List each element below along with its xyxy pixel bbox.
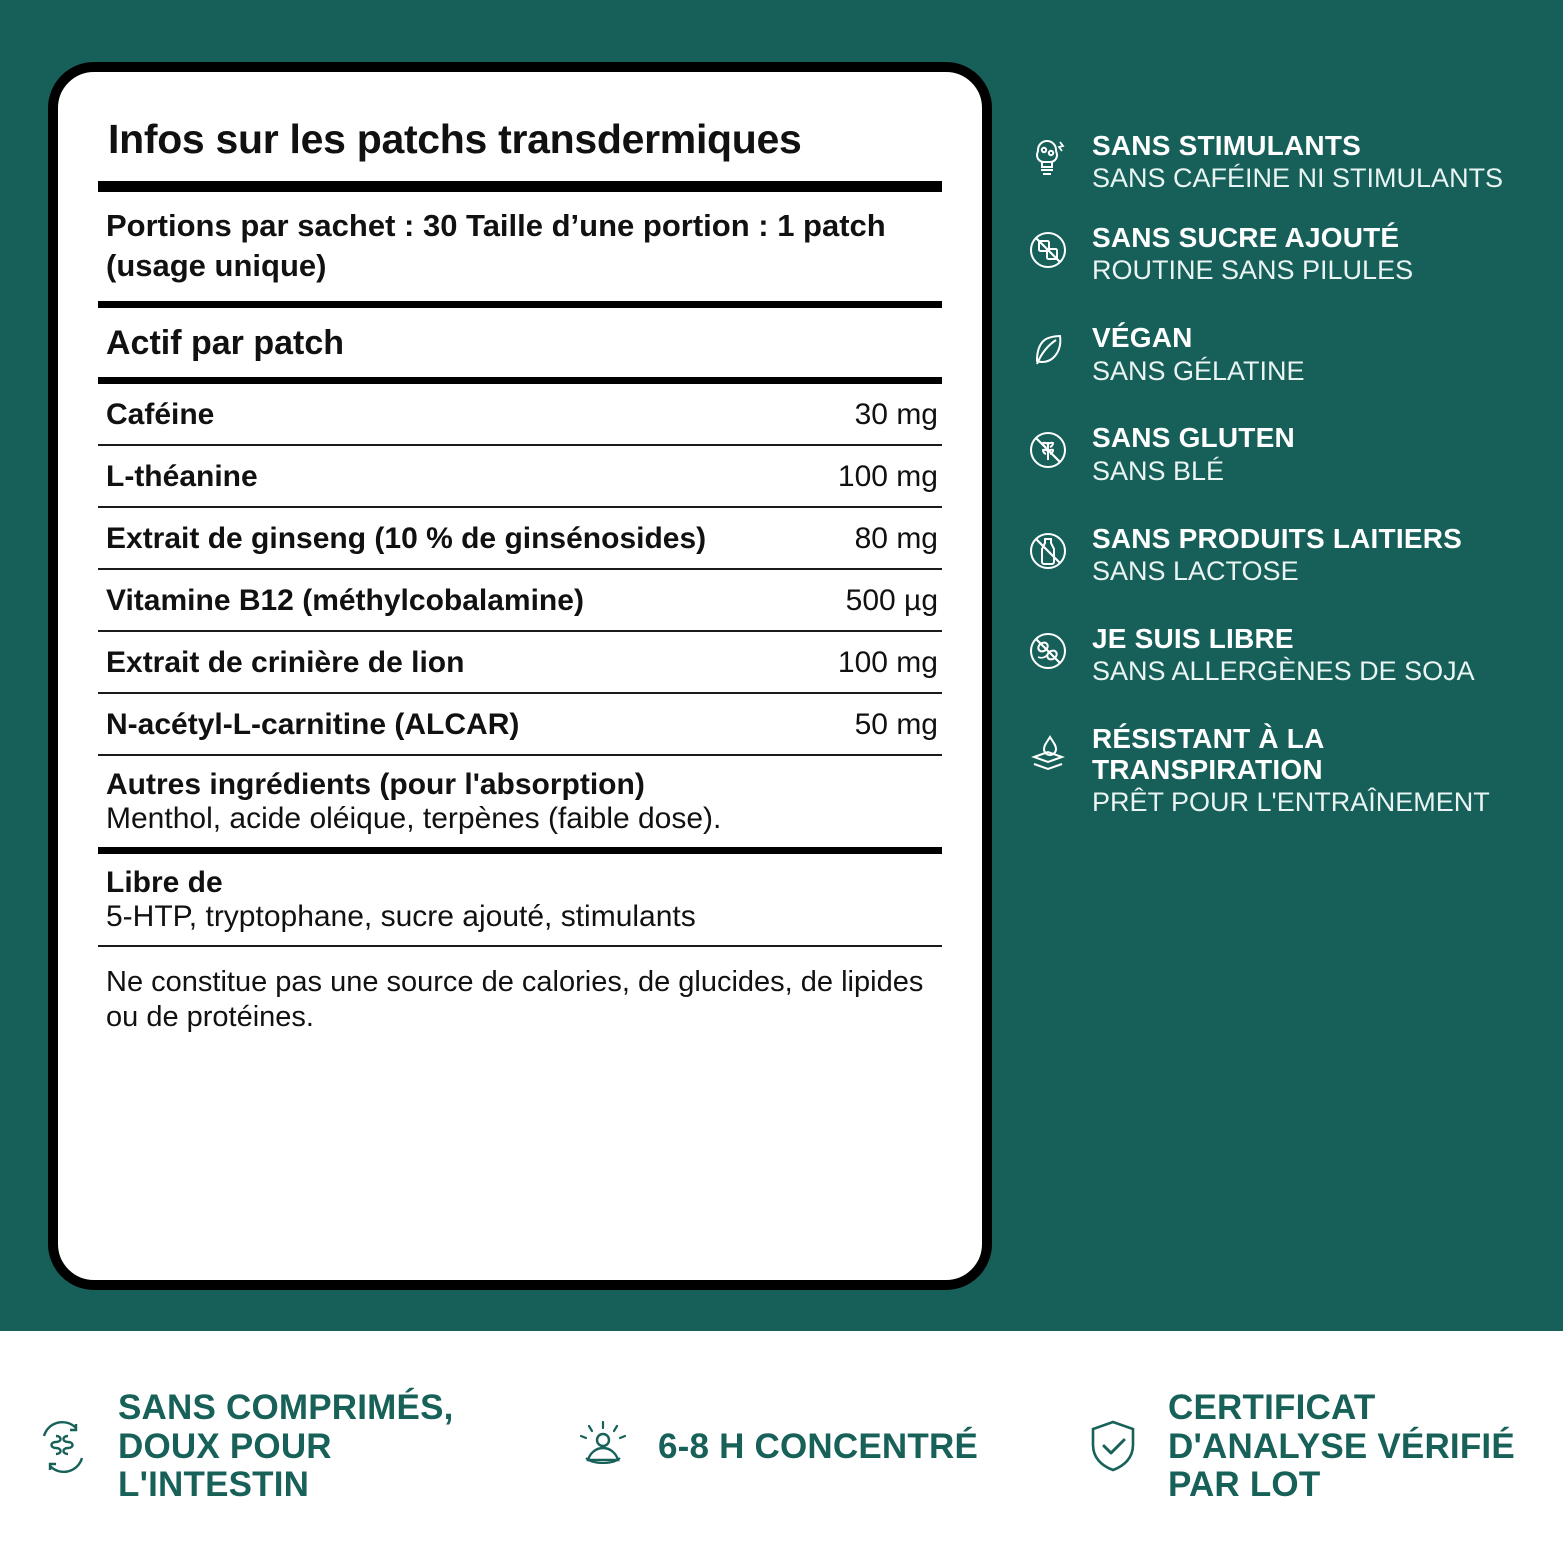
benefit-title: RÉSISTANT À LA TRANSPIRATION: [1092, 722, 1324, 786]
leaf-vegan-icon: [1020, 322, 1076, 378]
benefit-title: SANS STIMULANTS: [1092, 130, 1361, 161]
gut-friendly-icon: [26, 1410, 100, 1484]
table-row: [98, 384, 942, 444]
table-row: [98, 570, 942, 630]
benefits-list: [1020, 128, 1540, 844]
list-item: [1020, 320, 1540, 386]
benefit-subtitle: SANS CAFÉINE NI STIMULANTS: [1092, 163, 1504, 194]
bottom-feature-label: SANS COMPRIMÉS, DOUX POUR L'INTESTIN: [118, 1388, 454, 1505]
no-dairy-bottle-icon: [1020, 523, 1076, 579]
list-item: [1020, 220, 1540, 286]
bottom-feature-focus: [566, 1410, 1006, 1484]
supplement-facts-card: [48, 62, 992, 1290]
sweat-drop-layers-icon: [1020, 723, 1076, 779]
ingredient-name: Vitamine B12 (méthylcobalamine): [106, 583, 584, 617]
ingredient-name: Extrait de crinière de lion: [106, 645, 465, 679]
bottom-feature-label: 6-8 H CONCENTRÉ: [658, 1426, 978, 1466]
benefit-subtitle: SANS LACTOSE: [1092, 555, 1299, 586]
bottom-feature-coa: [1076, 1389, 1516, 1505]
benefit-subtitle: SANS ALLERGÈNES DE SOJA: [1092, 655, 1475, 686]
benefit-title: SANS SUCRE AJOUTÉ: [1092, 222, 1400, 254]
no-sugar-cubes-icon: [1020, 222, 1076, 278]
divider-thick-top: [98, 181, 942, 192]
ingredient-amount: 500 µg: [845, 583, 938, 617]
brain-no-stimulant-icon: [1020, 130, 1076, 186]
list-item: [1020, 521, 1540, 587]
no-soy-icon: [1020, 623, 1076, 679]
ingredient-name: N-acétyl-L-carnitine (ALCAR): [106, 707, 520, 741]
nutrition-footnote: Ne constitue pas une source de calories, de glucides, de lipides ou de protéines.: [106, 965, 924, 1033]
benefit-title: SANS PRODUITS LAITIERS: [1092, 522, 1462, 554]
benefit-subtitle: PRÊT POUR L'ENTRAÎNEMENT: [1092, 787, 1490, 818]
free-from-block: [98, 854, 942, 945]
divider-after-servings: [98, 301, 942, 308]
other-ingredients-heading: Autres ingrédients (pour l'absorption): [106, 767, 645, 801]
benefit-subtitle: SANS GÉLATINE: [1092, 355, 1305, 386]
ingredient-name: L-théanine: [106, 459, 258, 493]
list-item: [1020, 128, 1540, 194]
benefit-title: JE SUIS LIBRE: [1092, 622, 1294, 654]
shield-check-icon: [1076, 1410, 1150, 1484]
section-heading-active: Actif par patch: [106, 323, 345, 362]
ingredient-amount: 100 mg: [837, 459, 938, 493]
ingredient-amount: 50 mg: [854, 707, 938, 741]
list-item: [1020, 721, 1540, 818]
table-row: [98, 694, 942, 754]
servings-info: Portions par sachet : 30 Taille d’une portion : 1 patch (usage unique): [106, 208, 886, 284]
other-ingredients-body: Menthol, acide oléique, terpènes (faible dose).: [106, 802, 722, 836]
ingredient-amount: 100 mg: [837, 645, 938, 679]
free-from-heading: Libre de: [106, 865, 223, 899]
benefit-title: SANS GLUTEN: [1092, 422, 1295, 454]
free-from-body: 5-HTP, tryptophane, sucre ajouté, stimulants: [106, 900, 696, 934]
benefit-subtitle: ROUTINE SANS PILULES: [1092, 255, 1414, 286]
list-item: [1020, 420, 1540, 486]
ingredient-name: Caféine: [106, 397, 215, 431]
divider-before-free-from: [98, 847, 942, 854]
ingredient-name: Extrait de ginseng (10 % de ginsénosides): [106, 521, 707, 555]
benefit-subtitle: SANS BLÉ: [1092, 455, 1225, 486]
bottom-feature-gut: [26, 1389, 456, 1505]
bottom-feature-label: CERTIFICAT D'ANALYSE VÉRIFIÉ PAR LOT: [1168, 1388, 1515, 1505]
table-row: [98, 508, 942, 568]
bottom-feature-bar: [0, 1331, 1563, 1563]
ingredient-amount: 30 mg: [854, 397, 938, 431]
ingredient-amount: 80 mg: [854, 521, 938, 555]
other-ingredients-block: [98, 756, 942, 847]
table-row: [98, 446, 942, 506]
benefit-title: VÉGAN: [1092, 322, 1193, 354]
no-gluten-wheat-icon: [1020, 422, 1076, 478]
page-title: Infos sur les patchs transdermiques: [108, 116, 802, 162]
table-row: [98, 632, 942, 692]
list-item: [1020, 621, 1540, 687]
divider-after-section-heading: [98, 377, 942, 384]
meditation-focus-icon: [566, 1410, 640, 1484]
